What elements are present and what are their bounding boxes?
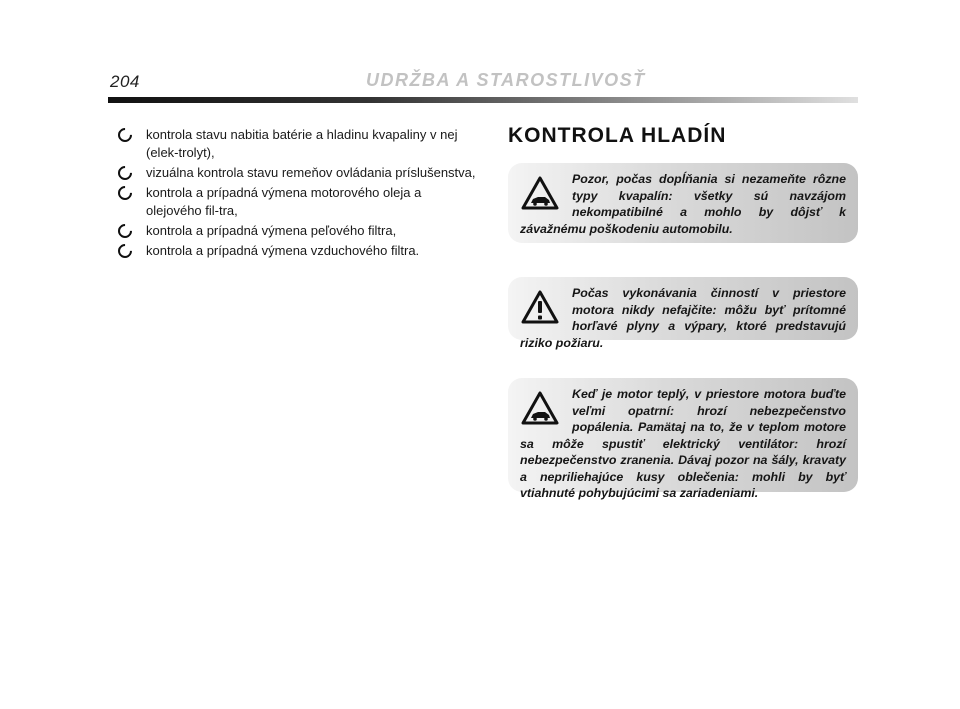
- bullet-icon: [115, 183, 135, 203]
- bullet-icon: [115, 125, 135, 145]
- bullet-icon: [115, 163, 135, 183]
- warning-box: Počas vykonávania činností v priestore motora nikdy nefajčite: môžu byť prítomné horľavé plyny a výpary, ktoré predstavujú riziko požiaru.: [508, 277, 858, 340]
- maintenance-checklist: [108, 126, 480, 262]
- checklist-item: kontrola a prípadná výmena vzduchového filtra.: [108, 242, 480, 260]
- checklist-item: kontrola a prípadná výmena motorového oleja a olejového fil-tra,: [108, 184, 480, 220]
- section-title: KONTROLA HLADÍN: [508, 124, 727, 147]
- car-warning-icon: [520, 175, 560, 211]
- car-warning-icon: [520, 390, 560, 426]
- header-rule: [108, 97, 858, 103]
- checklist-item: vizuálna kontrola stavu remeňov ovládania príslušenstva,: [108, 164, 480, 182]
- exclamation-warning-icon: [520, 289, 560, 325]
- checklist-item: kontrola a prípadná výmena peľového filtra,: [108, 222, 480, 240]
- bullet-icon: [115, 241, 135, 261]
- running-title: UDRŽBA A STAROSTLIVOSŤ: [366, 70, 646, 90]
- warning-box: Pozor, počas dopĺňania si nezameňte rôzne typy kvapalín: všetky sú navzájom nekompatibilné a mohlo by dôjsť k závažnému poškodeniu automobilu.: [508, 163, 858, 243]
- warning-box: Keď je motor teplý, v priestore motora buďte veľmi opatrní: hrozí nebezpečenstvo popálenia. Pamätaj na to, že v teplom motore sa môže spustiť elektrický ventilátor: hrozí nebezpečenstvo zranenia. Dávaj pozor na šály, kravaty a nepriliehajúce kusy oblečenia: mohli by byť vtiahnuté pohybujúcimi sa zariadeniami.: [508, 378, 858, 492]
- page-number: 204: [110, 72, 140, 91]
- bullet-icon: [115, 221, 135, 241]
- checklist-item: kontrola stavu nabitia batérie a hladinu kvapaliny v nej (elek-trolyt),: [108, 126, 480, 162]
